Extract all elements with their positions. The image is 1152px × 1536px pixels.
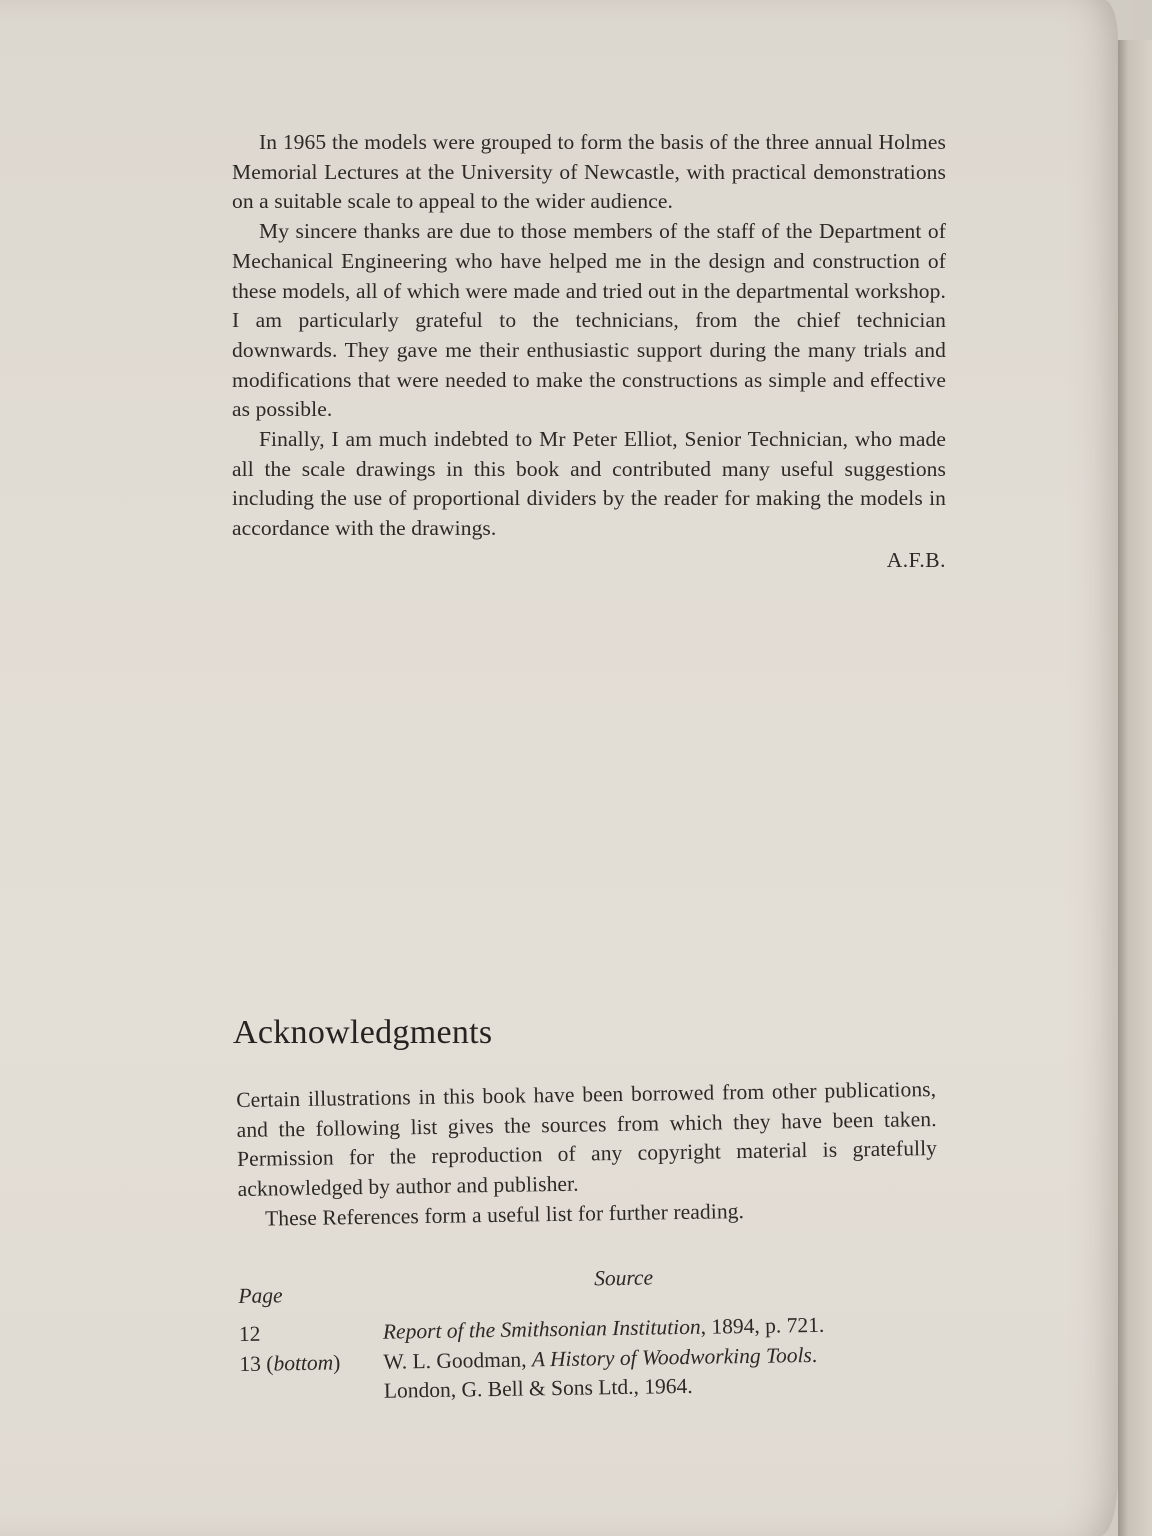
reference-page-value: 13 — [239, 1351, 262, 1376]
references-table-header — [238, 1263, 938, 1310]
reference-page-number: 12 — [238, 1321, 261, 1346]
author-initials: A.F.B. — [886, 547, 946, 572]
acknowledgments-paragraph-1: Certain illustrations in this book have been borrowed from other publications, and the following list gives the sources from which they have been taken. Permission for the reproduction of any copyright material is gratefully acknowledged by author and publisher. — [236, 1077, 938, 1202]
reference-publisher: London, G. Bell & Sons Ltd., 1964. — [383, 1373, 693, 1403]
reference-title: A History of Woodworking Tools — [531, 1342, 812, 1371]
column-header-source: Source — [593, 1265, 654, 1291]
acknowledgments-text — [236, 1075, 938, 1234]
acknowledgments-heading: Acknowledgments — [233, 1014, 493, 1051]
references-table — [238, 1263, 940, 1408]
reference-details: , 1894, p. 721. — [700, 1312, 825, 1339]
preface-paragraph-1: In 1965 the models were grouped to form the basis of the three annual Holmes Memorial Lectures at the University of Newcastle, with practical demonstrations on a suitable scale to appeal to the wider audience. — [232, 130, 946, 214]
reference-source — [383, 1338, 940, 1406]
column-header-page: Page — [238, 1283, 283, 1308]
reference-author: W. L. Goodman, — [383, 1346, 533, 1374]
acknowledgments-paragraph-2: These References form a useful list for further reading. — [264, 1198, 745, 1231]
table-row — [239, 1338, 940, 1408]
page-edge — [1118, 40, 1152, 1536]
reference-page-number: 13 (bottom) — [239, 1349, 341, 1376]
reference-page-note: bottom — [273, 1350, 334, 1375]
preface-text — [232, 128, 946, 576]
reference-title: Report of the Smithsonian Institution — [382, 1314, 701, 1344]
preface-paragraph-3: Finally, I am much indebted to Mr Peter Elliot, Senior Technician, who made all the scale drawings in this book and contributed many useful suggestions including the use of proportional dividers by the reader for making the models in accordance with the drawings. — [232, 427, 946, 541]
reference-details: . — [811, 1342, 818, 1367]
preface-paragraph-2: My sincere thanks are due to those members of the staff of the Department of Mechanical Engineering who have helped me in the design and construction of these models, all of which were made and tried out in the departmental workshop. I am particularly grateful to the technicians, from the chief technician downwards. They gave me their enthusiastic support during the many trials and modifications that were needed to make the constructions as simple and effective as possible. — [232, 219, 946, 422]
